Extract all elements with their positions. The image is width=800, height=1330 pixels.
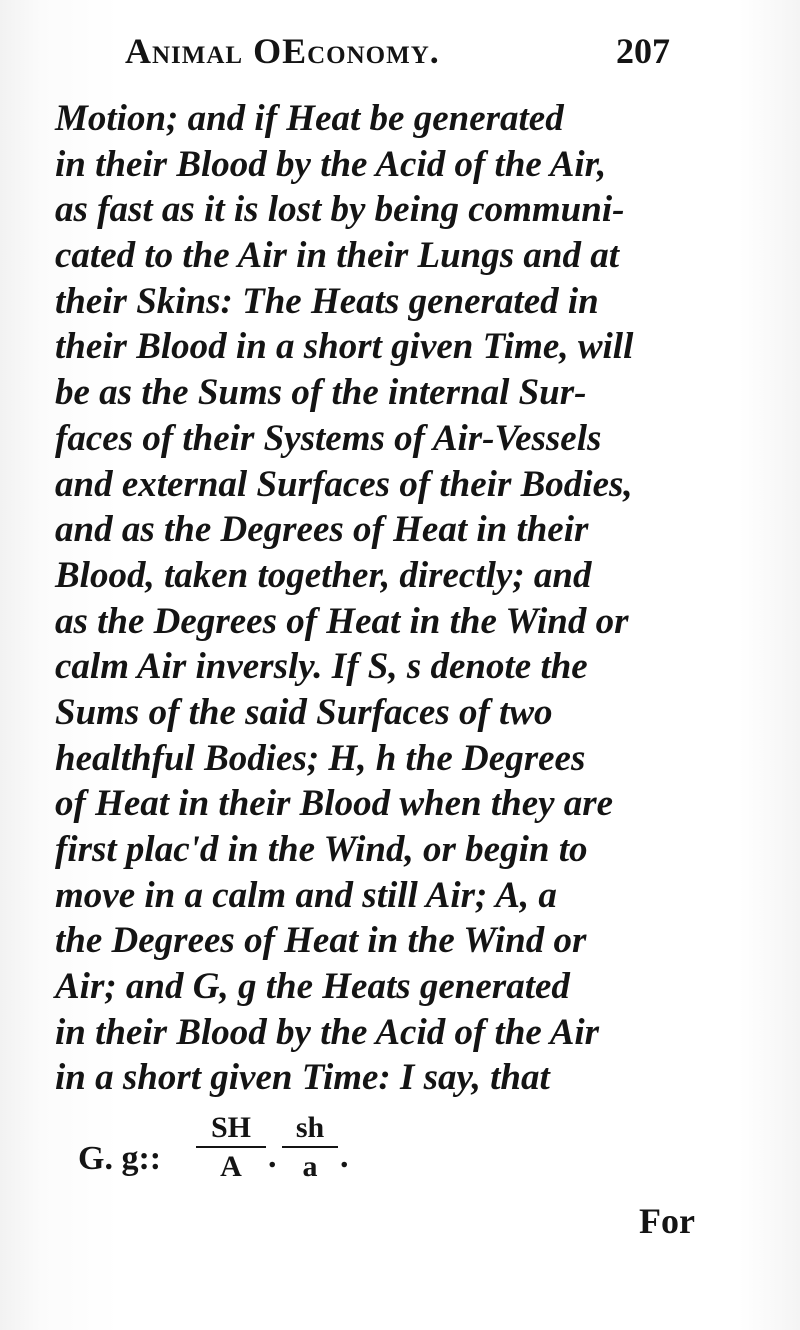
body-text <box>55 96 685 1101</box>
fraction-denominator: A <box>220 1150 242 1183</box>
text-line: Blood, taken together, directly; and <box>55 554 592 596</box>
text-line: Sums of the said Surfaces of two <box>55 691 553 733</box>
text-line: in their Blood by the Acid of the Air, <box>55 143 607 185</box>
text-line: Air; and G, g the Heats generated <box>55 966 570 1008</box>
formula-terminator: . <box>340 1138 349 1175</box>
text-line: calm Air inversly. If S, s denote the <box>55 646 588 688</box>
text-line: their Skins: The Heats generated in <box>55 280 599 322</box>
running-title: Animal OEconomy. <box>125 31 440 71</box>
catchword: For <box>639 1201 695 1241</box>
text-line: as fast as it is lost by being communi- <box>55 189 625 231</box>
text-line: healthful Bodies; H, h the Degrees <box>55 737 586 779</box>
proportion-formula <box>78 1110 478 1190</box>
text-line: as the Degrees of Heat in the Wind or <box>55 600 629 642</box>
formula-separator: . <box>268 1138 277 1175</box>
formula-lhs: G. g:: <box>78 1140 162 1177</box>
text-line: in a short given Time: I say, that <box>55 1057 550 1099</box>
text-line: faces of their Systems of Air-Vessels <box>55 417 602 459</box>
fraction-numerator: sh <box>282 1110 338 1148</box>
text-line: and as the Degrees of Heat in their <box>55 509 589 551</box>
fraction-sh-over-a-small <box>282 1110 338 1186</box>
text-line: move in a calm and still Air; A, a <box>55 874 557 916</box>
text-line: and external Surfaces of their Bodies, <box>55 463 633 505</box>
fraction-sh-over-a <box>196 1110 266 1186</box>
text-line: of Heat in their Blood when they are <box>55 783 614 825</box>
text-line: their Blood in a short given Time, will <box>55 326 634 368</box>
running-head <box>125 30 670 80</box>
text-line: be as the Sums of the internal Sur- <box>55 372 587 414</box>
text-line: the Degrees of Heat in the Wind or <box>55 920 587 962</box>
text-line: Motion; and if Heat be generated <box>55 98 564 139</box>
fraction-numerator: SH <box>196 1110 266 1148</box>
page-number: 207 <box>616 31 670 71</box>
text-line: first plac'd in the Wind, or begin to <box>55 829 588 870</box>
fraction-denominator: a <box>302 1150 318 1183</box>
text-line: in their Blood by the Acid of the Air <box>55 1011 600 1053</box>
text-line: cated to the Air in their Lungs and at <box>55 235 619 277</box>
